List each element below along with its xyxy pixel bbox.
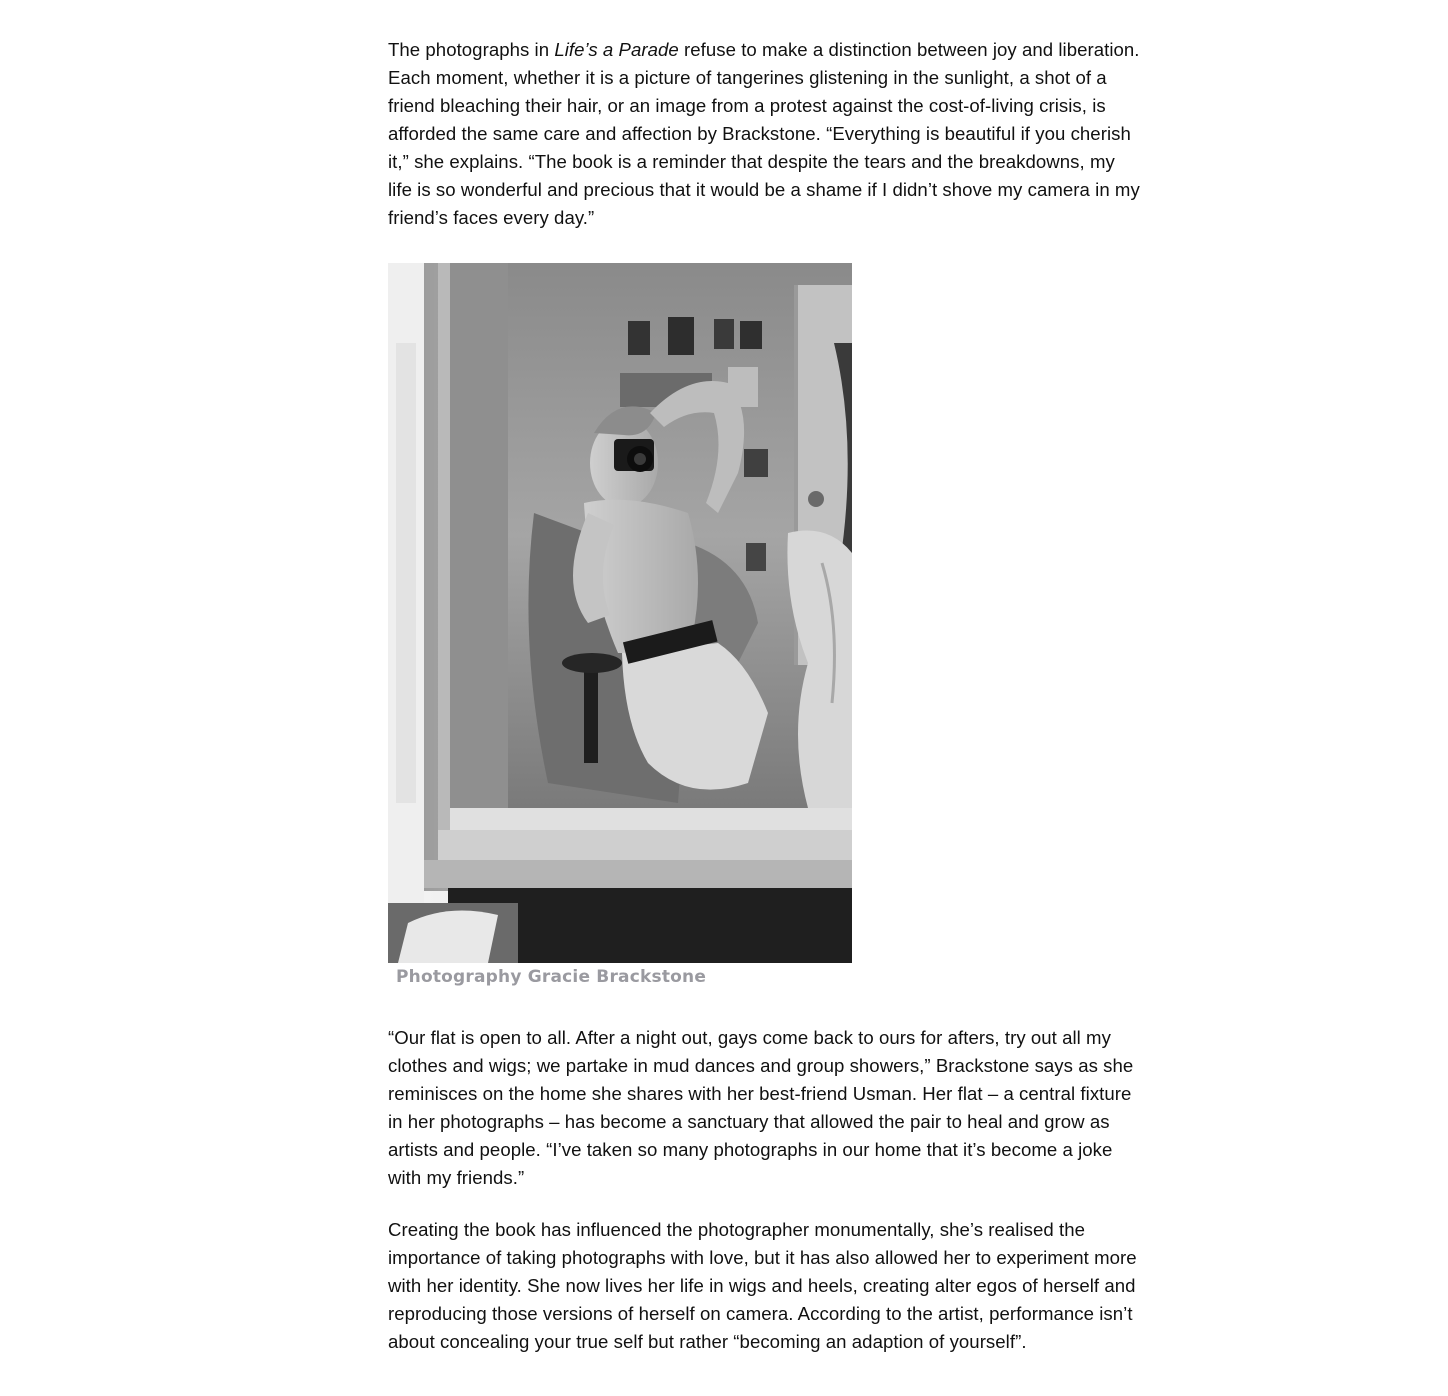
paragraph-lead: The photographs in bbox=[388, 39, 555, 60]
paragraph-text: refuse to make a distinction between joy and liberation. Each moment, whether it is a picture of tangerines glistening in the sunlight, a shot of a friend bleaching their hair, or an image from a protest against the cost-of-living crisis, is afforded the same care and affection by Brackstone. “Everything is beautiful if you cherish it,” she explains. “The book is a reminder that despite the tears and the breakdowns, my life is so wonderful and precious that it would be a shame if I didn’t shove my camera in my friend’s faces every day.” bbox=[388, 39, 1140, 228]
article-figure bbox=[388, 263, 852, 989]
article-paragraph bbox=[388, 36, 1140, 232]
article-paragraph: “Our flat is open to all. After a night out, gays come back to ours for afters, try out all my clothes and wigs; we partake in mud dances and group showers,” Brackstone says as she reminisces on the home she shares with her best-friend Usman. Her flat – a central fixture in her photographs – has become a sanctuary that allowed the pair to heal and grow as artists and people. “I’ve taken so many photographs in our home that it’s become a joke with my friends.” bbox=[388, 1027, 1134, 1188]
article-paragraph: Creating the book has influenced the photographer monumentally, she’s realised the importance of taking photographs with love, but it has also allowed her to experiment more with her identity. She now lives her life in wigs and heels, creating alter egos of herself and reproducing those versions of herself on camera. According to the artist, performance isn’t about concealing your true self but rather “becoming an adaption of yourself”. bbox=[388, 1219, 1137, 1352]
photo-credit-caption: Photography Gracie Brackstone bbox=[396, 967, 707, 987]
photo-illustration bbox=[388, 263, 852, 963]
mirror-selfie-photo bbox=[388, 263, 852, 963]
book-title: Life’s a Parade bbox=[554, 39, 679, 60]
